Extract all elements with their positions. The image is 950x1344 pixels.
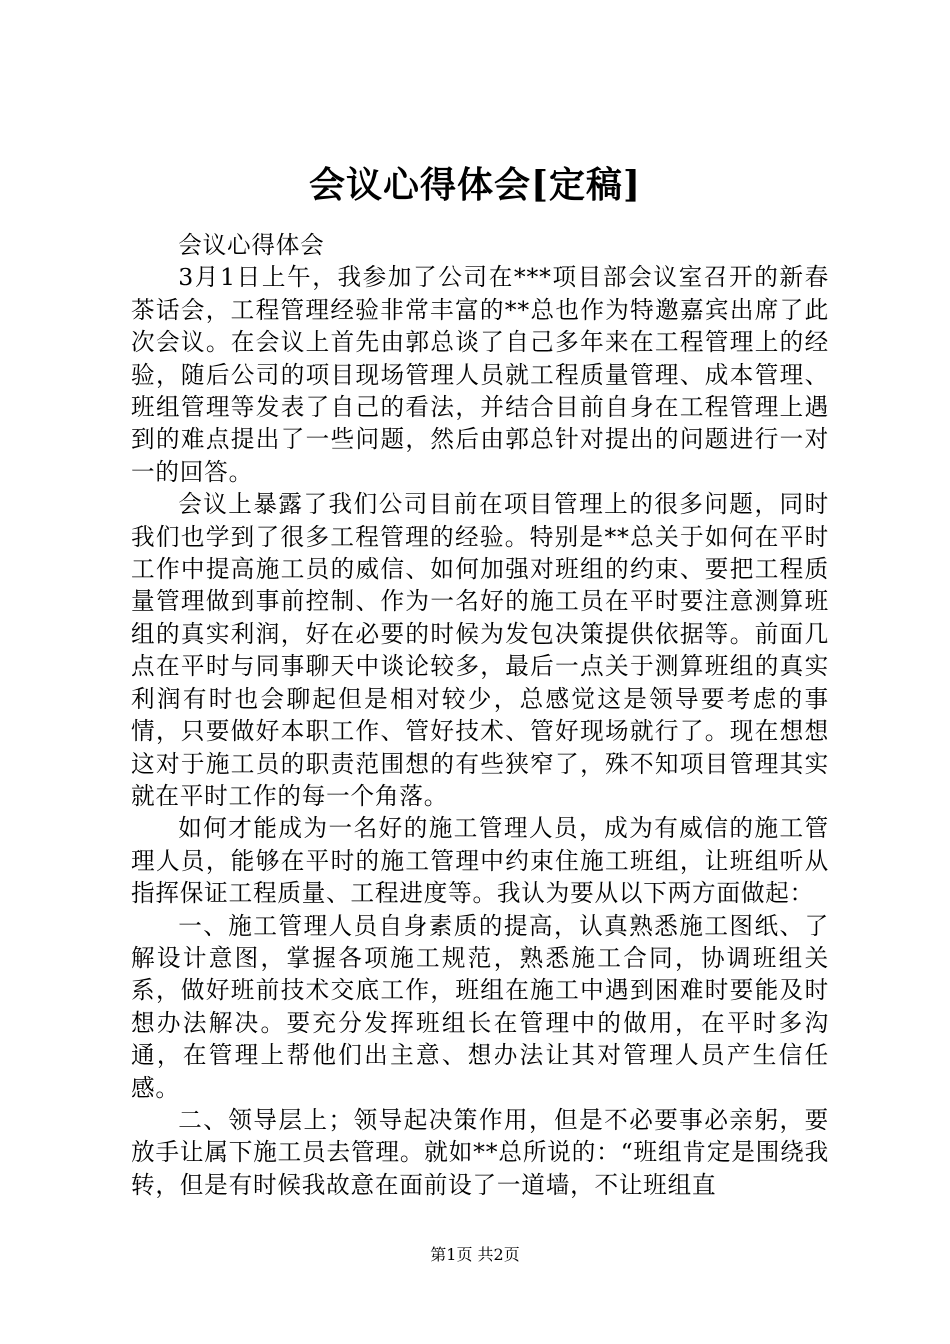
page-footer: 第1页 共2页 bbox=[430, 1245, 520, 1264]
paragraph: 如何才能成为一名好的施工管理人员，成为有威信的施工管理人员，能够在平时的施工管理中约束住施工班组，让班组听从指挥保证工程质量、工程进度等。我认为要从以下两方面做起： bbox=[131, 814, 829, 908]
document-body bbox=[131, 229, 829, 1201]
paragraph: 会议上暴露了我们公司目前在项目管理上的很多问题，同时我们也学到了很多工程管理的经验。特别是**总关于如何在平时工作中提高施工员的威信、如何加强对班组的约束、要把工程质量管理做到事前控制、作为一名好的施工员在平时要注意测算班组的真实利润，好在必要的时候为发包决策提供依据等。前面几点在平时与同事聊天中谈论较多，最后一点关于测算班组的真实利润有时也会聊起但是相对较少，总感觉这是领导要考虑的事情，只要做好本职工作、管好技术、管好现场就行了。现在想想这对于施工员的职责范围想的有些狭窄了，殊不知项目管理其实就在平时工作的每一个角落。 bbox=[131, 490, 829, 810]
paragraph: 3月1日上午，我参加了公司在***项目部会议室召开的新春茶话会，工程管理经验非常丰富的**总也作为特邀嘉宾出席了此次会议。在会议上首先由郭总谈了自己多年来在工程管理上的经验，随后公司的项目现场管理人员就工程质量管理、成本管理、班组管理等发表了自己的看法，并结合目前自身在工程管理上遇到的难点提出了一些问题，然后由郭总针对提出的问题进行一对一的回答。 bbox=[131, 263, 829, 486]
paragraph: 一、施工管理人员自身素质的提高，认真熟悉施工图纸、了解设计意图，掌握各项施工规范，熟悉施工合同，协调班组关系，做好班前技术交底工作，班组在施工中遇到困难时要能及时想办法解决。要充分发挥班组长在管理中的做用，在平时多沟通，在管理上帮他们出主意、想办法让其对管理人员产生信任感。 bbox=[131, 911, 829, 1102]
paragraph-heading: 会议心得体会 bbox=[178, 231, 325, 259]
paragraph: 二、领导层上；领导起决策作用，但是不必要事必亲躬，要放手让属下施工员去管理。就如**总所说的：“班组肯定是围绕我转，但是有时候我故意在面前设了一道墙，不让班组直 bbox=[131, 1105, 829, 1199]
document-title: 会议心得体会[定稿] bbox=[308, 164, 642, 206]
